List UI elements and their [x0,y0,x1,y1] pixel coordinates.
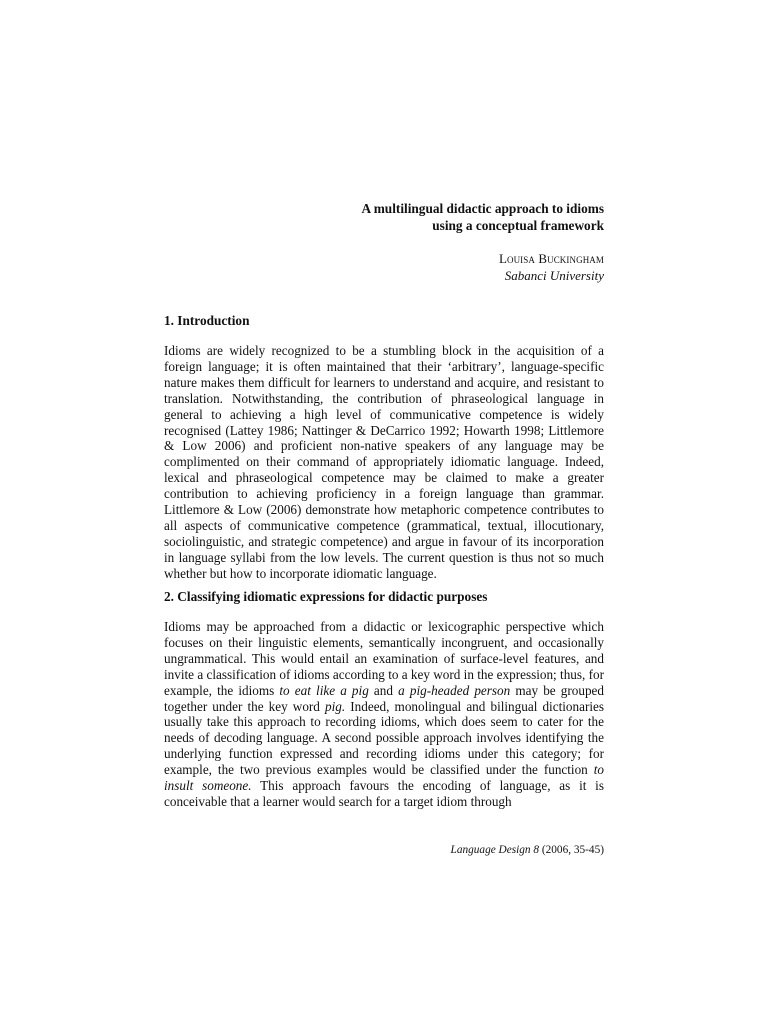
journal-citation: (2006, 35-45) [539,844,604,856]
section-heading-classifying: 2. Classifying idiomatic expressions for didactic purposes [164,589,488,604]
paragraph-text: may be grouped together under the key word [164,682,604,714]
function-example: to insult someone. [164,762,604,794]
paragraph-text: This approach favours the encoding of language, as it is conceivable that a learner would search for a target idiom through [164,778,604,809]
classifying-paragraph [164,619,604,810]
paper-title-line-1: A multilingual didactic approach to idioms [361,201,604,216]
paragraph-text: Indeed, monolingual and bilingual dictionaries usually take this approach to recording idioms, which does seem to cater for the needs of decoding language. A second possible approach involves identifying the underlying function expressed and recording idioms under this category; for example, the two previous examples would be classified under the function [164,698,604,778]
journal-name: Language Design 8 [450,844,540,856]
introduction-paragraph: Idioms are widely recognized to be a stumbling block in the acquisition of a foreign language; it is often maintained that their ‘arbitrary’, language-specific nature makes them difficult for learners to understand and acquire, and resistant to translation. Notwithstanding, the contribution of phraseological language in general to achieving a high level of communicative competence is widely recognised (Lattey 1986; Nattinger & DeCarrico 1992; Howarth 1998; Littlemore & Low 2006) and proficient non-native speakers of any language may be complimented on their command of appropriately idiomatic language. Indeed, lexical and phraseological competence may be claimed to make a greater contribution to achieving proficiency in a foreign language than grammar. Littlemore & Low (2006) demonstrate how metaphoric competence contributes to all aspects of communicative competence (grammatical, textual, illocutionary, sociolinguistic, and strategic competence) and argue in favour of its incorporation in language syllabi from the low levels. The current question is thus not so much whether but how to incorporate idiomatic language. [164,343,604,581]
section-classifying-body [164,619,604,810]
paper-title-line-2: using a conceptual framework [432,218,604,233]
paragraph-text: Idioms may be approached from a didactic or lexicographic perspective which focuses on their linguistic elements, semantically incongruent, and occasionally ungrammatical. This would entail an examination of surface-level features, and invite a classification of idioms according to a key word in the expression; thus, for example, the idioms [164,619,604,698]
idiom-example: a pig-headed person [398,682,511,698]
author-affiliation: Sabanci University [504,268,604,283]
paragraph-text: and [368,682,399,698]
section-heading-introduction: 1. Introduction [164,313,250,328]
section-introduction-body [164,343,604,582]
title-block [362,200,604,234]
journal-footer [451,843,604,857]
key-word-example: pig. [325,698,346,714]
author-block [499,250,604,284]
idiom-example: to eat like a pig [279,682,369,698]
author-name: Louisa Buckingham [498,251,604,266]
